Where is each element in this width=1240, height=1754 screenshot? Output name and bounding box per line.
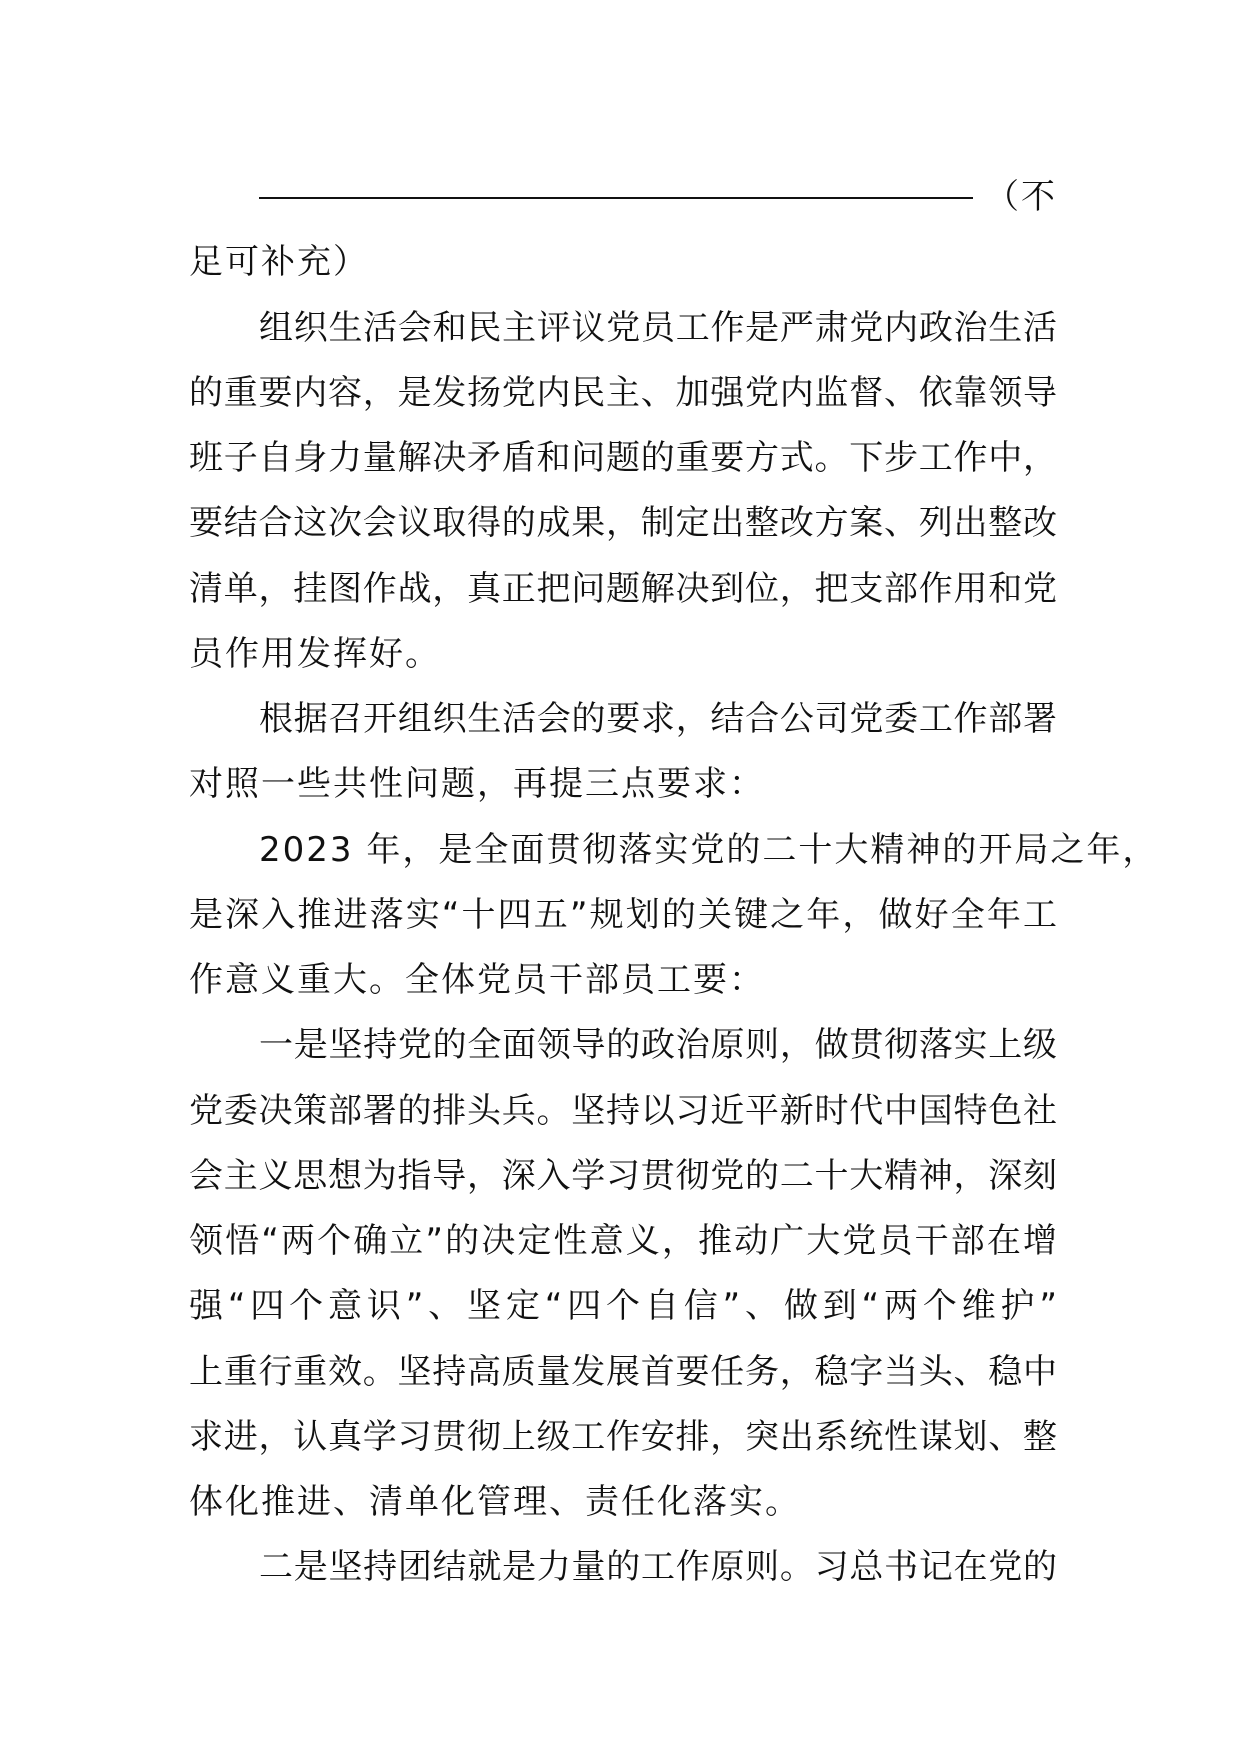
paragraph [189,1535,1057,1600]
paragraph-line: 求进，认真学习贯彻上级工作安排，突出系统性谋划、整 [189,1416,1057,1457]
paragraph-line: 要结合这次会议取得的成果，制定出整改方案、列出整改 [189,503,1057,544]
paragraph [189,296,1057,688]
paragraph-line: 对照一些共性问题，再提三点要求： [189,764,765,805]
fill-in-line [189,165,1057,230]
paragraph [189,818,1159,1014]
paragraph-line: 根据召开组织生活会的要求，结合公司党委工作部署 [259,699,1057,739]
paragraph-line: 班子自身力量解决矛盾和问题的重要方式。下步工作中， [189,438,1057,478]
paragraph-line: 二是坚持团结就是力量的工作原则。习总书记在党的 [259,1547,1057,1588]
paragraph-line: 会主义思想为指导，深入学习贯彻党的二十大精神，深刻 [189,1155,1057,1196]
document-body [189,165,1159,1601]
paragraph [189,1013,1057,1535]
paragraph-line: 清单，挂图作战，真正把问题解决到位，把支部作用和党 [189,568,1057,609]
paragraph-line: 党委决策部署的排头兵。坚持以习近平新时代中国特色社 [189,1090,1057,1131]
paragraph-line: 员作用发挥好。 [189,633,441,674]
paragraph-line: 一是坚持党的全面领导的政治原则，做贯彻落实上级 [259,1025,1057,1066]
fill-in-blank-underline [259,197,973,199]
paragraph-line: 的重要内容，是发扬党内民主、加强党内监督、依靠领导 [189,372,1057,413]
fill-in-suffix: （不 [985,177,1057,217]
fill-in-continuation: 足可补充） [189,242,369,283]
paragraph-line: 作意义重大。全体党员干部员工要： [189,960,765,1000]
paragraph-line: 2023 年，是全面贯彻落实党的二十大精神的开局之年， [259,829,1159,870]
paragraph-line: 强“四个意识”、坚定“四个自信”、做到“两个维护” [189,1286,1057,1327]
paragraph [189,687,1057,818]
paragraph-line: 是深入推进落实“十四五”规划的关键之年，做好全年工 [189,894,1057,935]
paragraph-line: 上重行重效。坚持高质量发展首要任务，稳字当头、稳中 [189,1351,1057,1392]
paragraph-line: 领悟“两个确立”的决定性意义，推动广大党员干部在增 [189,1221,1057,1261]
paragraph-line: 体化推进、清单化管理、责任化落实。 [189,1482,801,1522]
paragraph-line: 组织生活会和民主评议党员工作是严肃党内政治生活 [259,307,1057,348]
